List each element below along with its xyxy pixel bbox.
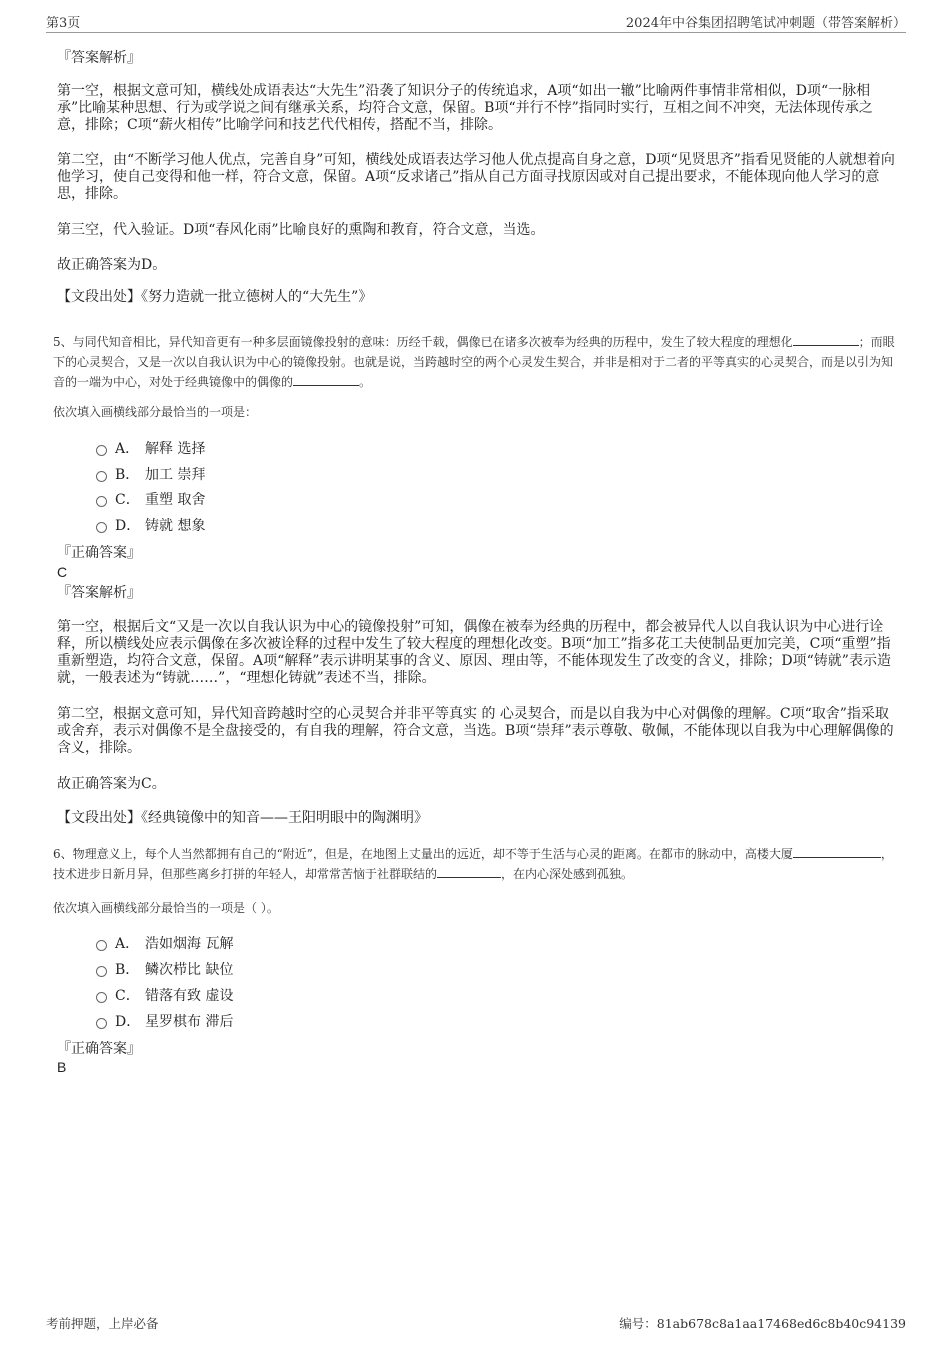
radio-icon[interactable] — [96, 940, 107, 951]
q4-analysis-p1: 第一空，根据文意可知，横线处成语表达“大先生”沿袭了知识分子的传统追求，A项“如出一辙”比喻两件事情非常相似，D项“一脉相承”比喻某种思想、行为或学说之间有继承关系，均符合文意，保留。B项“并行不悖”指同时实行，互相之间不冲突，无法体现传承之意，排除；C项“薪火相传”比喻学问和技艺代代相传，搭配不当，排除。 — [57, 83, 873, 133]
q5-stem: 5、与同代知音相比，异代知音更有一种多层面镜像投射的意味：历经千载，偶像已在诸多次被奉为经典的历程中，发生了较大程度的理想化 ；而眼下的心灵契合，又是一次以自我认识为中心的镜像投射。也就是说，当跨越时空的两个心灵发生契合，并非是相对于二者的平等真实的心灵契合，而是以引为知音的一端为中心，对处于经典镜像中的偶像的 。 — [53, 335, 895, 389]
radio-icon[interactable] — [96, 522, 107, 533]
q5-answer-label: 『正确答案』 — [57, 545, 141, 561]
q6-prompt: 依次填入画横线部分最恰当的一项是（ ）。 — [53, 901, 279, 915]
q5-analysis-p1: 第一空，根据后文“又是一次以自我认识为中心的镜像投射”可知，偶像在被奉为经典的历程中，都会被异代人以自我认识为中心进行诠释，所以横线处应表示偶像在多次被诠释的过程中发生了较大程度的理想化改变。B项“加工”指多花工夫使制品更加完美，C项“重塑”指重新塑造，均符合文意，保留。A项“解释”表示讲明某事的含义、原因、理由等，不能体现发生了改变的含义，排除；D项“铸就”表示造就，一般表述为“铸就……”，“理想化铸就”表述不当，排除。 — [57, 619, 891, 686]
q5-option-d[interactable]: D． 铸就 想象 — [96, 517, 205, 535]
page-header — [46, 12, 906, 33]
q4-analysis-p3: 第三空，代入验证。D项“春风化雨”比喻良好的熏陶和教育，符合文意，当选。 — [57, 222, 545, 238]
page-number: 第3页 — [46, 16, 81, 31]
q5-option-a[interactable]: A． 解释 选择 — [96, 440, 205, 458]
q4-analysis-label: 『答案解析』 — [57, 50, 141, 66]
document-id: 编号：81ab678c8a1aa17468ed6c8b40c94139 — [619, 1316, 906, 1331]
radio-icon[interactable] — [96, 992, 107, 1003]
q5-answer: C — [57, 564, 68, 580]
radio-icon[interactable] — [96, 1018, 107, 1029]
q4-conclusion: 故正确答案为D。 — [57, 257, 167, 273]
footer-slogan: 考前押题，上岸必备 — [46, 1316, 159, 1331]
q6-option-d[interactable]: D． 星罗棋布 滞后 — [96, 1013, 233, 1031]
q5-option-c[interactable]: C． 重塑 取舍 — [96, 491, 205, 509]
q6-option-b[interactable]: B． 鳞次栉比 缺位 — [96, 961, 233, 979]
q5-analysis-p2: 第二空，根据文意可知，异代知音跨越时空的心灵契合并非平等真实 的 心灵契合，而是以自我为中心对偶像的理解。C项“取舍”指采取或舍弃，表示对偶像不是全盘接受的，有自我的理解，符合文意，当选。B项“崇拜”表示尊敬、敬佩，不能体现以自我为中心理解偶像的含义，排除。 — [57, 706, 894, 756]
q6-answer-label: 『正确答案』 — [57, 1041, 141, 1057]
q5-prompt: 依次填入画横线部分最恰当的一项是： — [53, 405, 258, 419]
blank-line — [793, 333, 859, 346]
blank-line — [293, 373, 359, 386]
q6-option-c[interactable]: C． 错落有致 虚设 — [96, 987, 233, 1005]
q5-option-b[interactable]: B． 加工 崇拜 — [96, 466, 205, 484]
q5-source: 【文段出处】《经典镜像中的知音——王阳明眼中的陶渊明》 — [57, 810, 428, 826]
q5-conclusion: 故正确答案为C。 — [57, 776, 166, 792]
radio-icon[interactable] — [96, 496, 107, 507]
radio-icon[interactable] — [96, 471, 107, 482]
radio-icon[interactable] — [96, 966, 107, 977]
q4-analysis-p2: 第二空，由“不断学习他人优点，完善自身”可知，横线处成语表达学习他人优点提高自身之意，D项“见贤思齐”指看见贤能的人就想着向他学习，使自己变得和他一样，符合文意，保留。A项“反求诸己”指从自己方面寻找原因或对自己提出要求，不能体现向他人学习的意思，排除。 — [57, 152, 895, 202]
q6-stem: 6、物理意义上，每个人当然都拥有自己的“附近”，但是，在地图上丈量出的远近，却不等于生活与心灵的距离。在都市的脉动中，高楼大厦 ，技术进步日新月异，但那些离乡打拼的年轻人，却常常苦恼于社群联结的 ，在内心深处感到孤独。 — [53, 847, 893, 881]
q4-source: 【文段出处】《努力造就一批立德树人的“大先生”》 — [57, 289, 373, 305]
radio-icon[interactable] — [96, 445, 107, 456]
document-title: 2024年中谷集团招聘笔试冲刺题（带答案解析） — [625, 16, 906, 31]
blank-line — [437, 865, 501, 878]
q6-answer: B — [57, 1059, 67, 1075]
page-footer — [46, 1314, 906, 1332]
q5-analysis-label: 『答案解析』 — [57, 585, 141, 601]
q6-option-a[interactable]: A． 浩如烟海 瓦解 — [96, 935, 233, 953]
blank-line — [793, 845, 881, 858]
